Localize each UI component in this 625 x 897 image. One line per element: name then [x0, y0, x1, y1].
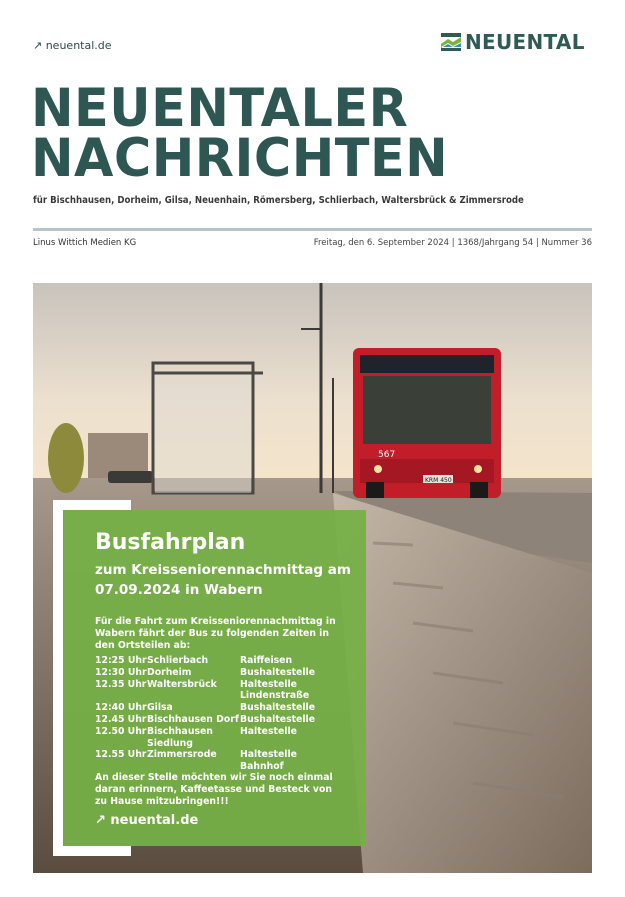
schedule-place: Bischhausen Siedlung	[147, 725, 213, 749]
table-row	[95, 679, 343, 703]
schedule-time: 12.55 Uhr	[95, 749, 147, 761]
schedule-time: 12.50 Uhr	[95, 725, 147, 737]
schedule-time: 12:40 Uhr	[95, 702, 147, 714]
schedule-stop: Bushaltestelle	[240, 713, 316, 725]
schedule-stop: Raiffeisen	[240, 655, 293, 666]
bus-plate: KRM 450	[425, 477, 452, 484]
subtitle-districts: für Bischhausen, Dorheim, Gilsa, Neuenhain, Römersberg, Schlierbach, Waltersbrück & Zimmersrode	[33, 195, 524, 206]
schedule-time: 12.45 Uhr	[95, 713, 147, 725]
logo-text: NEUENTAL	[465, 30, 585, 54]
schedule-stop: Haltestelle Lindenstraße	[240, 678, 310, 702]
table-row	[95, 714, 343, 726]
header-divider	[33, 228, 592, 231]
neuental-logo	[441, 30, 585, 54]
bus-number: 567	[378, 450, 396, 460]
logo-mark-icon	[441, 33, 461, 51]
busfahrplan-reminder: An dieser Stelle möchten wir Sie noch einmal daran erinnern, Kaffeetasse und Besteck von zu Hause mitzubringen!!!	[95, 772, 333, 807]
schedule-time: 12:30 Uhr	[95, 666, 147, 678]
table-row	[95, 749, 343, 773]
schedule-place: Gilsa	[147, 702, 173, 714]
schedule-stop: Bushaltestelle	[240, 702, 316, 714]
busfahrplan-intro: Für die Fahrt zum Kreisseniorennachmittag in Wabern fährt der Bus zu folgenden Zeiten in den Ortsteilen ab:	[95, 616, 336, 651]
schedule-time: 12:25 Uhr	[95, 655, 147, 666]
busfahrplan-heading: Busfahrplan	[95, 530, 246, 555]
title-line-2: NACHRICHTEN	[31, 128, 449, 189]
schedule-stop: Bushaltestelle	[240, 666, 316, 678]
schedule-table	[95, 655, 343, 773]
busfahrplan-website-link[interactable]: ↗ neuental.de	[95, 813, 199, 828]
schedule-stop: Haltestelle Bahnhof	[240, 749, 297, 773]
schedule-place: Waltersbrück	[147, 678, 217, 690]
newspaper-title	[31, 78, 449, 189]
frame-accent-left	[53, 500, 63, 856]
table-row	[95, 667, 343, 679]
schedule-time: 12.35 Uhr	[95, 678, 147, 690]
issue-info: Freitag, den 6. September 2024 | 1368/Jahrgang 54 | Nummer 36	[313, 238, 592, 248]
table-row	[95, 726, 343, 750]
schedule-stop: Haltestelle	[240, 725, 297, 737]
schedule-place: Bischhausen Dorf	[147, 713, 239, 725]
website-link[interactable]: ↗ neuental.de	[33, 39, 112, 52]
table-row	[95, 702, 343, 714]
publisher-name: Linus Wittich Medien KG	[33, 238, 137, 248]
schedule-place: Schlierbach	[147, 655, 209, 666]
title-line-1: NEUENTALER	[31, 78, 409, 139]
schedule-place: Zimmersrode	[147, 749, 217, 761]
table-row	[95, 655, 343, 667]
frame-accent-top	[63, 500, 131, 510]
busfahrplan-box	[63, 510, 366, 846]
busfahrplan-subheading: zum Kreisseniorennachmittag am 07.09.2024 in Wabern	[95, 562, 351, 598]
schedule-place: Dorheim	[147, 666, 192, 678]
frame-accent-bottom	[53, 846, 131, 856]
